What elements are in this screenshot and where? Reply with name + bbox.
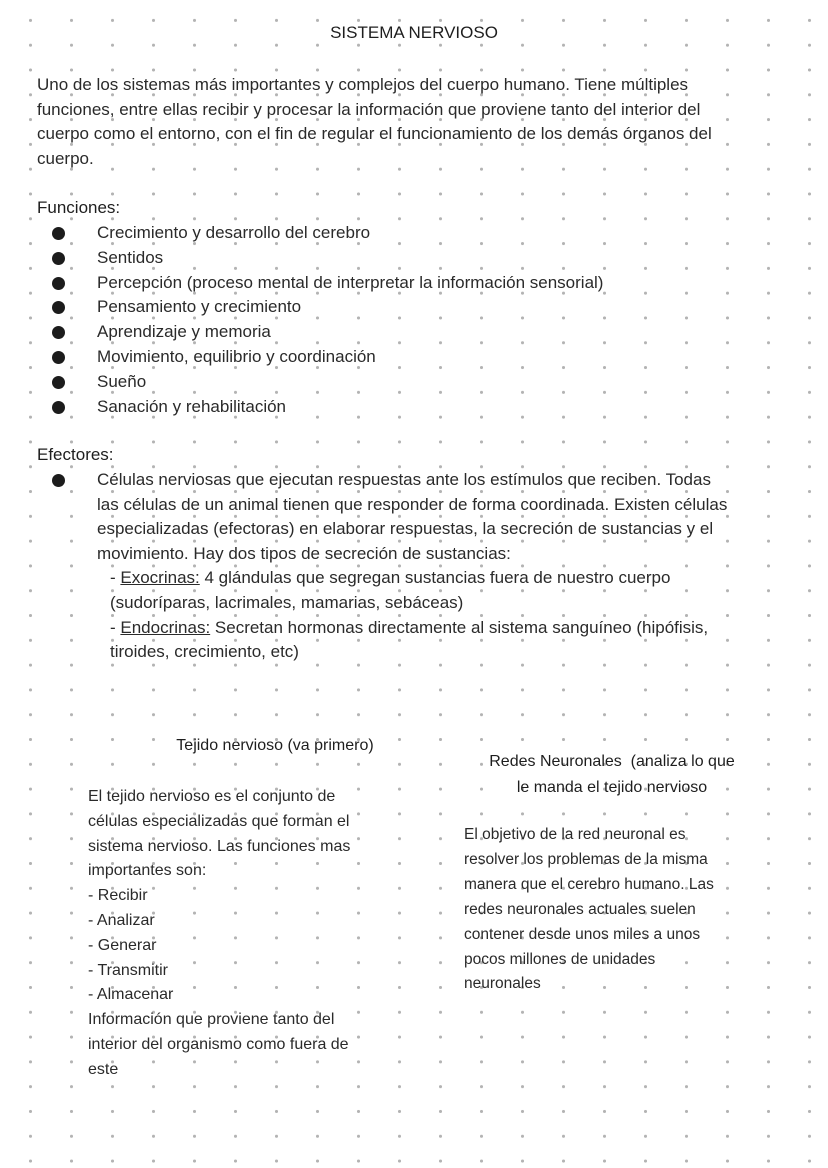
exocrinas-line-2: (sudoríparas, lacrimales, mamarias, sebáceas) — [110, 592, 464, 612]
redes-title-line: le manda el tejido nervioso — [516, 779, 708, 796]
tejido-body — [88, 785, 350, 1083]
tejido-line: - Analizar — [88, 911, 155, 929]
efectores-line: movimiento. Hay dos tipos de secreción de sustancias: — [97, 543, 511, 563]
intro-line: funciones, entre ellas recibir y procesar la información que proviene tanto del interior del — [37, 99, 701, 119]
endocrinas-line-2: tiroides, crecimiento, etc) — [110, 642, 299, 662]
bullet-icon — [52, 401, 65, 414]
redes-line: manera que el cerebro humano. Las — [464, 875, 714, 893]
list-item-text: Pensamiento y crecimiento — [97, 297, 302, 317]
redes-title — [462, 749, 762, 801]
list-item-text: Sentidos — [97, 247, 164, 267]
redes-line: contener desde unos miles a unos — [464, 925, 701, 943]
bullet-icon — [52, 326, 65, 339]
bullet-icon — [52, 227, 65, 240]
tejido-title: Tejido nervioso (va primero) — [176, 737, 374, 754]
endocrinas-line: - Endocrinas: Secretan hormonas directamente al sistema sanguíneo (hipófisis, — [110, 617, 709, 637]
intro-line: cuerpo. — [37, 148, 94, 168]
bullet-icon — [52, 252, 65, 265]
redes-body — [464, 823, 714, 997]
funciones-heading: Funciones: — [37, 198, 121, 217]
efectores-text — [97, 468, 727, 665]
exocrinas-line: - Exocrinas: 4 glándulas que segregan sustancias fuera de nuestro cuerpo — [110, 568, 671, 588]
intro-line: cuerpo como el entorno, con el fin de regular el funcionamiento de los demás órganos del — [37, 124, 712, 143]
bullet-icon — [52, 474, 65, 487]
list-item-text: Aprendizaje y memoria — [97, 322, 271, 342]
endocrinas-term: Endocrinas: — [120, 617, 211, 637]
list-item-text: Sanación y rehabilitación — [97, 396, 287, 416]
intro-paragraph — [37, 73, 782, 171]
list-item-text: Sueño — [97, 371, 147, 391]
tejido-line: sistema nervioso. Las funciones mas — [88, 837, 351, 855]
bullet-icon — [52, 301, 65, 314]
redes-line: resolver los problemas de la misma — [464, 850, 708, 868]
list-item-text: Percepción (proceso mental de interpretar la información sensorial) — [97, 272, 604, 292]
list-item-text: Movimiento, equilibrio y coordinación — [97, 346, 376, 366]
redes-line: El objetivo de la red neuronal es — [464, 826, 686, 843]
redes-line: neuronales — [464, 975, 541, 993]
tejido-line: importantes son: — [88, 862, 207, 880]
intro-line: Uno de los sistemas más importantes y complejos del cuerpo humano. Tiene múltiples — [37, 75, 689, 94]
redes-line: redes neuronales actuales suelen — [464, 900, 696, 918]
tejido-line: El tejido nervioso es el conjunto de — [88, 788, 336, 805]
list-item-text: Crecimiento y desarrollo del cerebro — [97, 223, 371, 242]
tejido-line: interior del organismo como fuera de — [88, 1035, 349, 1053]
efectores-line: Células nerviosas que ejecutan respuestas ante los estímulos que reciben. Todas — [97, 470, 711, 489]
tejido-line: - Transmitir — [88, 961, 168, 979]
bullet-icon — [52, 376, 65, 389]
efectores-line: especializadas (efectoras) en elaborar respuestas, la secreción de sustancias y el — [97, 519, 714, 539]
efectores-line: las células de un animal tienen que responder de forma coordinada. Existen células — [97, 494, 728, 514]
tejido-line: - Generar — [88, 936, 157, 954]
bullet-icon — [52, 277, 65, 290]
bullet-icon — [52, 351, 65, 364]
redes-line: pocos millones de unidades — [464, 950, 656, 968]
page-title: SISTEMA NERVIOSO — [330, 23, 498, 42]
tejido-line: este — [88, 1060, 119, 1078]
tejido-line: - Recibir — [88, 887, 148, 905]
redes-title-line: Redes Neuronales (analiza lo que — [489, 753, 735, 770]
tejido-line: - Almacenar — [88, 986, 174, 1004]
tejido-line: células especializadas que forman el — [88, 812, 350, 830]
tejido-line: Información que proviene tanto del — [88, 1011, 335, 1029]
exocrinas-term: Exocrinas: — [120, 568, 200, 588]
efectores-heading: Efectores: — [37, 445, 114, 464]
